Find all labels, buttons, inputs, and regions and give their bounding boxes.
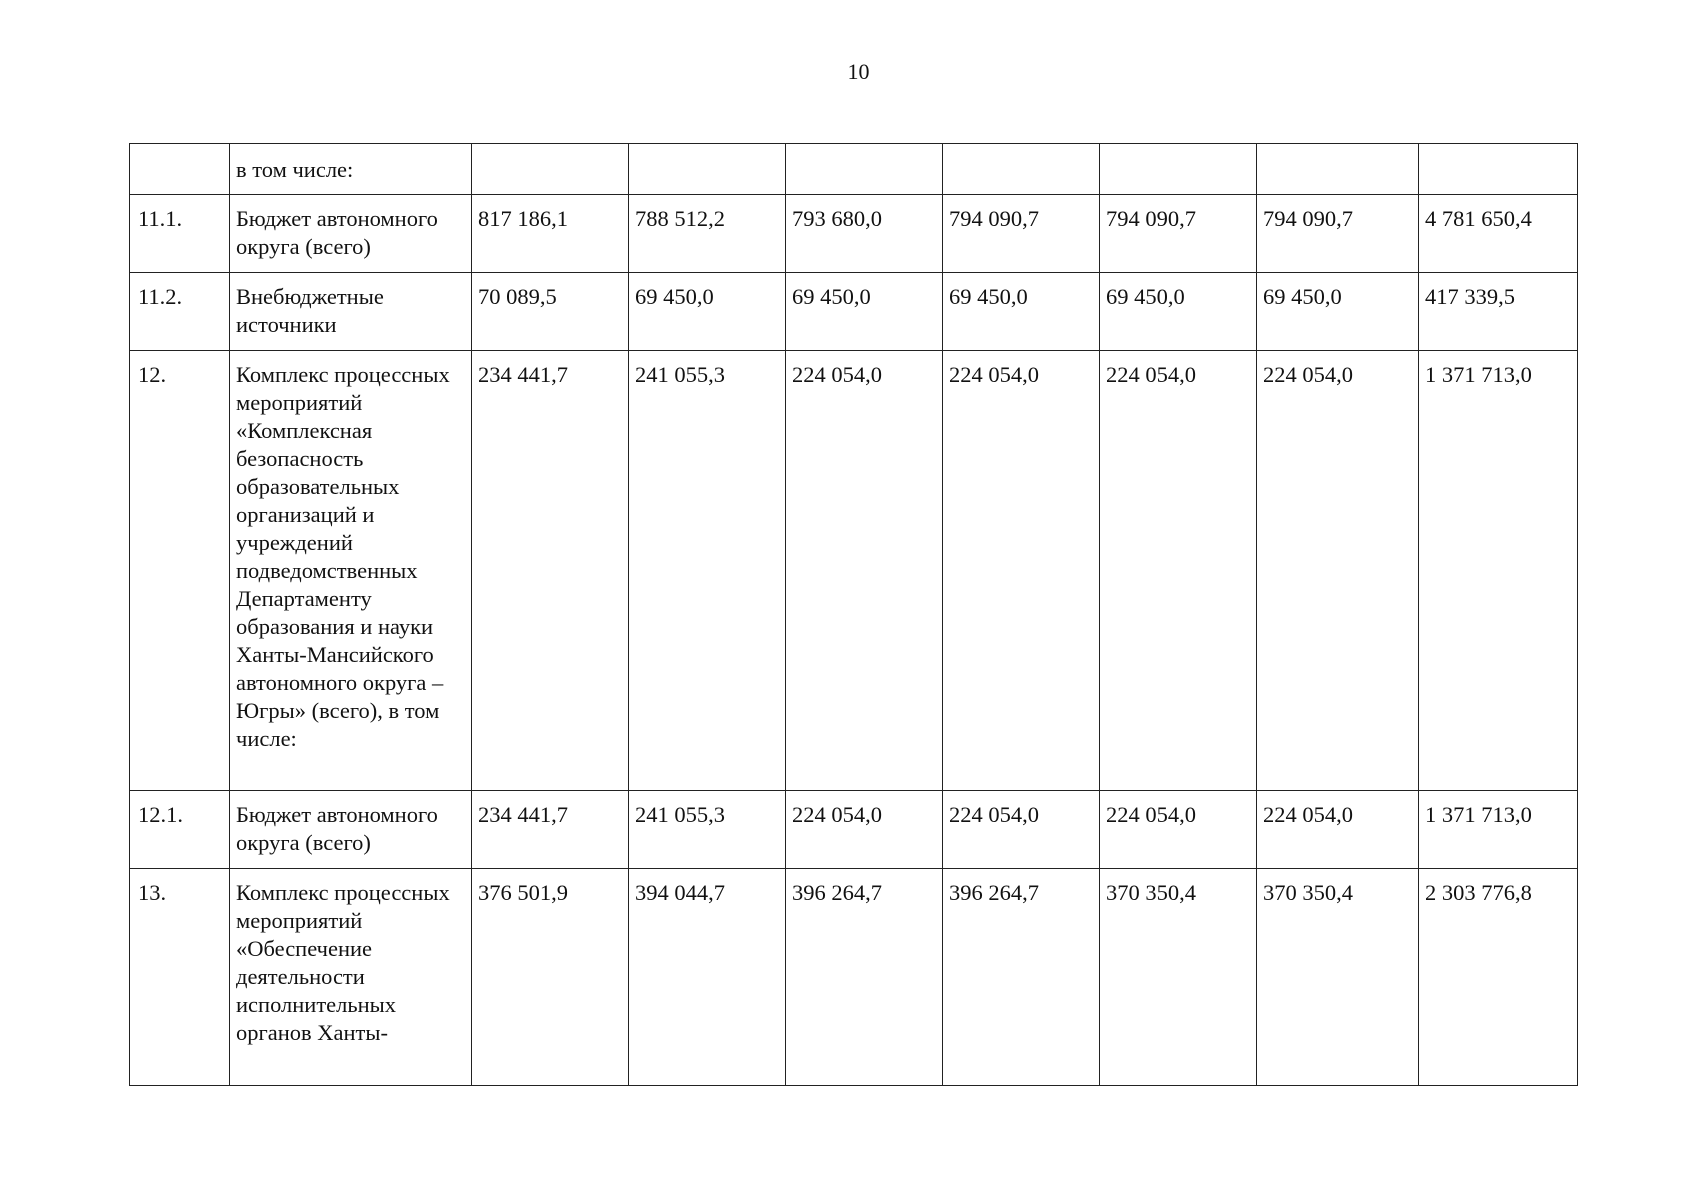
total-cell: 4 781 650,4 bbox=[1419, 195, 1578, 273]
value-cell: 224 054,0 bbox=[786, 791, 943, 869]
value-cell: 224 054,0 bbox=[1257, 351, 1419, 791]
row-name-cell: Комплекс процессных мероприятий «Обеспечение деятельности исполнительных органов Ханты- bbox=[230, 869, 472, 1086]
value-cell: 224 054,0 bbox=[943, 791, 1100, 869]
total-cell: 417 339,5 bbox=[1419, 273, 1578, 351]
total-cell bbox=[1419, 144, 1578, 195]
row-code-cell bbox=[130, 144, 230, 195]
value-cell: 241 055,3 bbox=[629, 351, 786, 791]
row-name-cell: Бюджет автономного округа (всего) bbox=[230, 791, 472, 869]
value-cell: 241 055,3 bbox=[629, 791, 786, 869]
value-cell: 370 350,4 bbox=[1257, 869, 1419, 1086]
value-cell: 794 090,7 bbox=[1257, 195, 1419, 273]
budget-table bbox=[129, 143, 1578, 1086]
value-cell: 224 054,0 bbox=[943, 351, 1100, 791]
value-cell: 224 054,0 bbox=[786, 351, 943, 791]
table-row bbox=[130, 273, 1578, 351]
total-cell: 2 303 776,8 bbox=[1419, 869, 1578, 1086]
row-code-cell: 12.1. bbox=[130, 791, 230, 869]
value-cell: 794 090,7 bbox=[943, 195, 1100, 273]
value-cell bbox=[786, 144, 943, 195]
value-cell: 788 512,2 bbox=[629, 195, 786, 273]
value-cell: 396 264,7 bbox=[943, 869, 1100, 1086]
value-cell: 69 450,0 bbox=[1100, 273, 1257, 351]
page-number: 10 bbox=[847, 59, 870, 84]
row-code-cell: 12. bbox=[130, 351, 230, 791]
value-cell: 69 450,0 bbox=[1257, 273, 1419, 351]
value-cell bbox=[472, 144, 629, 195]
value-cell: 394 044,7 bbox=[629, 869, 786, 1086]
total-cell: 1 371 713,0 bbox=[1419, 791, 1578, 869]
value-cell: 396 264,7 bbox=[786, 869, 943, 1086]
value-cell bbox=[1100, 144, 1257, 195]
value-cell: 69 450,0 bbox=[629, 273, 786, 351]
table-row bbox=[130, 144, 1578, 195]
row-code-cell: 11.1. bbox=[130, 195, 230, 273]
value-cell: 224 054,0 bbox=[1257, 791, 1419, 869]
value-cell: 234 441,7 bbox=[472, 791, 629, 869]
value-cell: 817 186,1 bbox=[472, 195, 629, 273]
value-cell: 794 090,7 bbox=[1100, 195, 1257, 273]
row-name-cell: Комплекс процессных мероприятий «Комплексная безопасность образовательных организаций и учреждений подведомственных Департаменту образования и науки Ханты-Мансийского автономного округа – Югры» (всего), в том числе: bbox=[230, 351, 472, 791]
value-cell: 69 450,0 bbox=[943, 273, 1100, 351]
row-code-cell: 11.2. bbox=[130, 273, 230, 351]
table-row bbox=[130, 195, 1578, 273]
value-cell: 224 054,0 bbox=[1100, 351, 1257, 791]
value-cell: 370 350,4 bbox=[1100, 869, 1257, 1086]
table-row bbox=[130, 791, 1578, 869]
table-row bbox=[130, 351, 1578, 791]
row-name-cell: Внебюджетные источники bbox=[230, 273, 472, 351]
total-cell: 1 371 713,0 bbox=[1419, 351, 1578, 791]
table-row bbox=[130, 869, 1578, 1086]
value-cell: 234 441,7 bbox=[472, 351, 629, 791]
value-cell bbox=[943, 144, 1100, 195]
value-cell: 69 450,0 bbox=[786, 273, 943, 351]
row-name-cell: в том числе: bbox=[230, 144, 472, 195]
row-code-cell: 13. bbox=[130, 869, 230, 1086]
value-cell: 793 680,0 bbox=[786, 195, 943, 273]
value-cell: 376 501,9 bbox=[472, 869, 629, 1086]
value-cell: 224 054,0 bbox=[1100, 791, 1257, 869]
value-cell bbox=[1257, 144, 1419, 195]
row-name-cell: Бюджет автономного округа (всего) bbox=[230, 195, 472, 273]
value-cell: 70 089,5 bbox=[472, 273, 629, 351]
value-cell bbox=[629, 144, 786, 195]
